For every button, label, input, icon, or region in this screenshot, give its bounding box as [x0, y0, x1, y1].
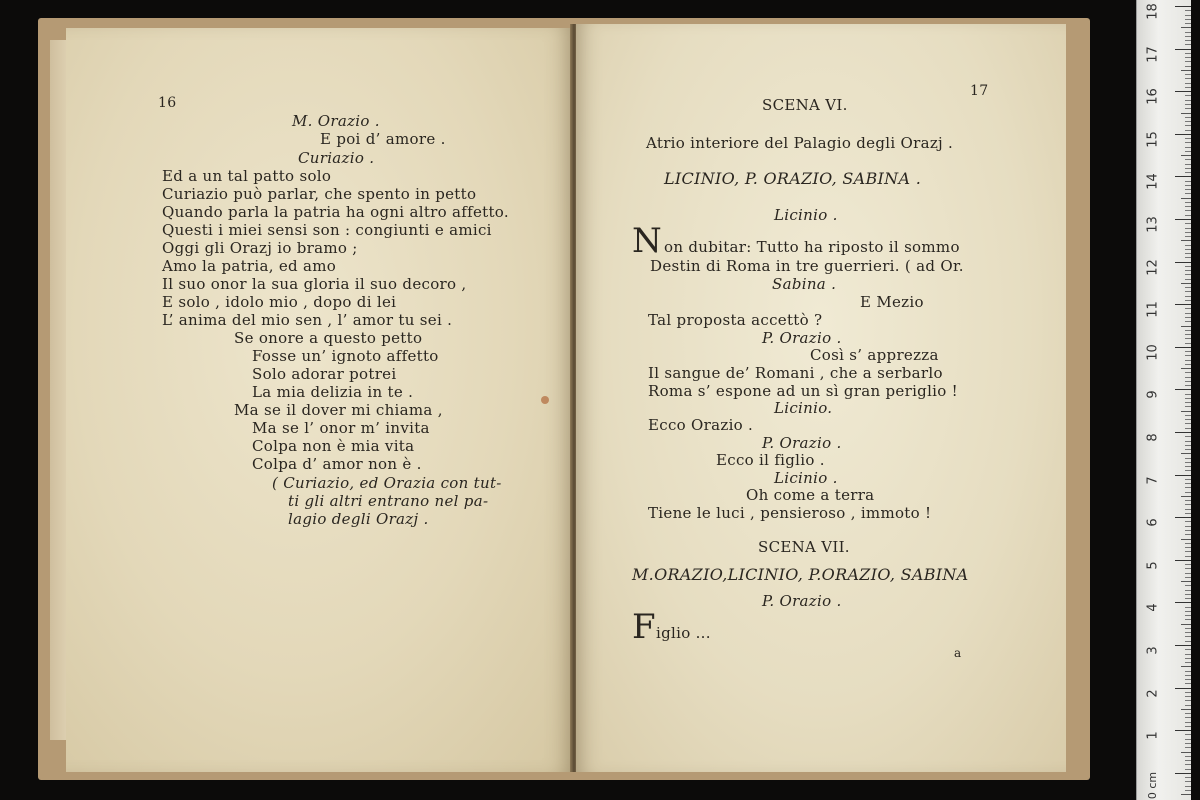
ruler-tick — [1185, 36, 1191, 37]
ruler-tick — [1185, 121, 1191, 122]
ruler-tick — [1185, 619, 1191, 620]
ruler-tick — [1185, 151, 1191, 152]
ruler-tick — [1185, 406, 1191, 407]
ruler-tick — [1185, 279, 1191, 280]
ruler-tick — [1185, 679, 1191, 680]
ruler-number: 12 — [1145, 258, 1161, 276]
verse-line: Questi i miei sensi son : congiunti e amici — [162, 221, 492, 239]
ruler-tick — [1185, 756, 1191, 757]
ruler-tick — [1185, 125, 1191, 126]
ruler-tick — [1185, 189, 1191, 190]
ruler-tick — [1185, 747, 1191, 748]
ruler-tick — [1181, 198, 1191, 199]
signature-mark: a — [954, 646, 962, 660]
ruler-tick — [1185, 654, 1191, 655]
ruler-tick — [1185, 573, 1191, 574]
ruler-tick — [1185, 53, 1191, 54]
ruler-number: 2 — [1145, 688, 1161, 698]
ruler-tick — [1185, 577, 1191, 578]
ruler-tick — [1185, 470, 1191, 471]
ruler-tick — [1175, 560, 1191, 561]
ruler-tick — [1185, 321, 1191, 322]
speaker-label: M. Orazio . — [292, 112, 380, 130]
ruler-tick — [1185, 193, 1191, 194]
ruler-tick — [1185, 790, 1191, 791]
ruler-tick — [1185, 526, 1191, 527]
ruler-tick — [1185, 781, 1191, 782]
ruler-tick — [1185, 266, 1191, 267]
ruler-unit-label: 0 cm — [1146, 771, 1160, 800]
ruler-tick — [1185, 547, 1191, 548]
ruler-tick — [1185, 458, 1191, 459]
ruler-tick — [1185, 713, 1191, 714]
ruler-tick — [1185, 717, 1191, 718]
verse-line: Ma se l’ onor m’ invita — [252, 419, 430, 437]
ruler-tick — [1185, 607, 1191, 608]
ruler-tick — [1185, 164, 1191, 165]
ruler-tick — [1185, 521, 1191, 522]
left-page — [66, 28, 574, 772]
characters-line: M.ORAZIO,LICINIO, P.ORAZIO, SABINA — [632, 565, 969, 584]
ruler-tick — [1185, 590, 1191, 591]
ruler-number: 18 — [1145, 3, 1161, 20]
ruler-tick — [1181, 496, 1191, 497]
ruler-number: 5 — [1145, 561, 1161, 570]
ruler-tick — [1185, 10, 1191, 11]
drop-cap: N — [632, 221, 663, 261]
verse-line: Fosse un’ ignoto affetto — [252, 347, 439, 365]
ruler-tick — [1185, 696, 1191, 697]
foxing-spot — [541, 396, 549, 404]
stage-direction: Sabina . — [772, 275, 837, 293]
ruler-tick — [1185, 159, 1191, 160]
ruler-tick — [1185, 74, 1191, 75]
ruler-tick — [1185, 83, 1191, 84]
verse-line: Tal proposta accettò ? — [648, 311, 823, 329]
ruler-tick — [1185, 372, 1191, 373]
measuring-ruler — [1136, 0, 1191, 800]
ruler-tick — [1185, 585, 1191, 586]
ruler-tick — [1185, 23, 1191, 24]
ruler-tick — [1181, 326, 1191, 327]
verse-line: Colpa non è mia vita — [252, 437, 415, 455]
ruler-tick — [1181, 794, 1191, 795]
ruler-tick — [1185, 364, 1191, 365]
verse-line: E solo , idolo mio , dopo di lei — [162, 293, 397, 311]
ruler-tick — [1175, 389, 1191, 390]
ruler-number: 9 — [1145, 390, 1161, 400]
verse-line: E poi d’ amore . — [320, 130, 446, 148]
ruler-tick — [1185, 317, 1191, 318]
verse-line: Solo adorar potrei — [252, 365, 397, 383]
ruler-tick — [1181, 27, 1191, 28]
ruler-tick — [1175, 304, 1191, 305]
ruler-tick — [1185, 662, 1191, 663]
ruler-tick — [1185, 615, 1191, 616]
ruler-tick — [1185, 683, 1191, 684]
ruler-tick — [1185, 100, 1191, 101]
ruler-tick — [1185, 270, 1191, 271]
verse-line: Quando parla la patria ha ogni altro affetto. — [162, 203, 509, 221]
ruler-tick — [1185, 253, 1191, 254]
speaker-label: Licinio . — [774, 206, 838, 224]
speaker-label: P. Orazio . — [762, 592, 842, 610]
verse-line: Ecco il figlio . — [716, 451, 825, 469]
ruler-tick — [1185, 428, 1191, 429]
ruler-tick — [1185, 692, 1191, 693]
speaker-label: Licinio . — [774, 469, 838, 487]
verse-line: Amo la patria, ed amo — [162, 257, 337, 275]
verse-line: Se onore a questo petto — [234, 329, 423, 347]
ruler-tick — [1185, 636, 1191, 637]
ruler-tick — [1185, 291, 1191, 292]
ruler-tick — [1185, 705, 1191, 706]
ruler-tick — [1175, 91, 1191, 92]
ruler-tick — [1185, 381, 1191, 382]
speaker-label: P. Orazio . — [762, 434, 842, 452]
ruler-tick — [1185, 449, 1191, 450]
ruler-tick — [1185, 308, 1191, 309]
ruler-tick — [1185, 300, 1191, 301]
ruler-tick — [1185, 500, 1191, 501]
ruler-tick — [1185, 206, 1191, 207]
ruler-tick — [1185, 658, 1191, 659]
ruler-tick — [1185, 568, 1191, 569]
ruler-tick — [1181, 666, 1191, 667]
ruler-tick — [1185, 228, 1191, 229]
ruler-tick — [1185, 419, 1191, 420]
ruler-tick — [1185, 649, 1191, 650]
ruler-tick — [1185, 57, 1191, 58]
ruler-tick — [1185, 249, 1191, 250]
ruler-tick — [1185, 394, 1191, 395]
ruler-tick — [1175, 176, 1191, 177]
ruler-tick — [1185, 142, 1191, 143]
ruler-tick — [1175, 219, 1191, 220]
ruler-tick — [1185, 87, 1191, 88]
ruler-tick — [1185, 138, 1191, 139]
ruler-tick — [1185, 313, 1191, 314]
ruler-tick — [1185, 232, 1191, 233]
ruler-tick — [1185, 236, 1191, 237]
verse-line: Il suo onor la sua gloria il suo decoro , — [162, 275, 467, 293]
stage-direction: ( Curiazio, ed Orazia con tut- — [272, 474, 502, 492]
ruler-tick — [1181, 155, 1191, 156]
stage-direction: ti gli altri entrano nel pa- — [288, 492, 489, 510]
ruler-number: 1 — [1145, 731, 1161, 740]
ruler-tick — [1185, 32, 1191, 33]
ruler-tick — [1185, 202, 1191, 203]
ruler-tick — [1185, 743, 1191, 744]
speaker-label: Curiazio . — [298, 149, 375, 167]
ruler-tick — [1185, 769, 1191, 770]
ruler-tick — [1185, 509, 1191, 510]
verse-line: Il sangue de’ Romani , che a serbarlo — [648, 364, 943, 382]
ruler-tick — [1185, 334, 1191, 335]
ruler-tick — [1185, 338, 1191, 339]
ruler-tick — [1185, 722, 1191, 723]
ruler-tick — [1185, 734, 1191, 735]
ruler-tick — [1185, 487, 1191, 488]
ruler-tick — [1185, 355, 1191, 356]
verse-line: Ma se il dover mi chiama , — [234, 401, 443, 419]
verse-line: Oggi gli Orazj io bramo ; — [162, 239, 358, 257]
ruler-tick — [1181, 113, 1191, 114]
ruler-number: 4 — [1145, 603, 1161, 613]
ruler-tick — [1185, 556, 1191, 557]
ruler-tick — [1175, 432, 1191, 433]
ruler-tick — [1185, 441, 1191, 442]
setting-line: Atrio interiore del Palagio degli Orazj . — [646, 134, 954, 152]
verse-line: E Mezio — [860, 293, 924, 311]
ruler-tick — [1185, 504, 1191, 505]
ruler-tick — [1185, 274, 1191, 275]
ruler-number: 16 — [1145, 88, 1161, 105]
scene-heading: SCENA VII. — [758, 538, 850, 556]
ruler-tick — [1185, 296, 1191, 297]
ruler-tick — [1175, 475, 1191, 476]
ruler-tick — [1185, 415, 1191, 416]
ruler-tick — [1185, 760, 1191, 761]
ruler-tick — [1185, 786, 1191, 787]
verse-line: L’ anima del mio sen , l’ amor tu sei . — [162, 311, 453, 329]
ruler-tick — [1175, 645, 1191, 646]
right-page — [576, 24, 1066, 772]
ruler-tick — [1181, 624, 1191, 625]
ruler-tick — [1185, 147, 1191, 148]
ruler-tick — [1185, 181, 1191, 182]
ruler-tick — [1175, 773, 1191, 774]
ruler-tick — [1185, 223, 1191, 224]
verse-line: Ecco Orazio . — [648, 416, 754, 434]
ruler-tick — [1185, 351, 1191, 352]
ruler-tick — [1175, 262, 1191, 263]
ruler-tick — [1185, 462, 1191, 463]
ruler-tick — [1175, 134, 1191, 135]
ruler-tick — [1185, 777, 1191, 778]
ruler-tick — [1175, 347, 1191, 348]
ruler-tick — [1185, 44, 1191, 45]
ruler-tick — [1181, 283, 1191, 284]
ruler-tick — [1175, 730, 1191, 731]
ruler-tick — [1185, 257, 1191, 258]
ruler-number: 15 — [1145, 131, 1161, 148]
ruler-tick — [1185, 66, 1191, 67]
ruler-tick — [1181, 368, 1191, 369]
ruler-tick — [1175, 6, 1191, 7]
ruler-tick — [1185, 632, 1191, 633]
ruler-tick — [1181, 581, 1191, 582]
verse-line: La mia delizia in te . — [252, 383, 414, 401]
verse-line: on dubitar: Tutto ha riposto il sommo — [664, 238, 960, 256]
ruler-tick — [1181, 453, 1191, 454]
ruler-tick — [1181, 752, 1191, 753]
ruler-tick — [1185, 117, 1191, 118]
verse-line: Destin di Roma in tre guerrieri. ( ad Or. — [650, 257, 964, 275]
ruler-tick — [1185, 19, 1191, 20]
ruler-tick — [1185, 483, 1191, 484]
ruler-tick — [1185, 628, 1191, 629]
ruler-tick — [1185, 436, 1191, 437]
ruler-number: 10 — [1145, 344, 1161, 361]
ruler-tick — [1185, 61, 1191, 62]
ruler-tick — [1175, 517, 1191, 518]
ruler-tick — [1185, 611, 1191, 612]
ruler-tick — [1181, 411, 1191, 412]
verse-line: iglio ... — [656, 624, 711, 642]
ruler-number: 6 — [1145, 518, 1161, 527]
scene-heading: SCENA VI. — [762, 96, 848, 114]
verse-line: Colpa d’ amor non è . — [252, 455, 422, 473]
ruler-tick — [1185, 641, 1191, 642]
ruler-tick — [1185, 564, 1191, 565]
ruler-tick — [1185, 95, 1191, 96]
page-number: 17 — [970, 83, 989, 99]
ruler-tick — [1185, 594, 1191, 595]
ruler-tick — [1185, 534, 1191, 535]
verse-line: Tiene le luci , pensieroso , immoto ! — [648, 504, 932, 522]
ruler-tick — [1185, 104, 1191, 105]
ruler-tick — [1175, 688, 1191, 689]
drop-cap: F — [632, 607, 656, 647]
verse-line: Così s’ apprezza — [810, 346, 939, 364]
ruler-tick — [1185, 543, 1191, 544]
ruler-number: 3 — [1145, 646, 1161, 655]
ruler-tick — [1181, 709, 1191, 710]
verse-line: Ed a un tal patto solo — [162, 167, 332, 185]
ruler-tick — [1185, 210, 1191, 211]
ruler-tick — [1185, 78, 1191, 79]
ruler-tick — [1185, 466, 1191, 467]
ruler-tick — [1181, 240, 1191, 241]
ruler-tick — [1185, 479, 1191, 480]
verse-line: Oh come a terra — [746, 486, 875, 504]
ruler-tick — [1185, 40, 1191, 41]
ruler-tick — [1185, 423, 1191, 424]
ruler-tick — [1185, 245, 1191, 246]
ruler-number: 7 — [1145, 475, 1161, 485]
ruler-tick — [1185, 385, 1191, 386]
ruler-tick — [1185, 130, 1191, 131]
ruler-tick — [1175, 49, 1191, 50]
ruler-tick — [1185, 377, 1191, 378]
ruler-tick — [1185, 764, 1191, 765]
ruler-tick — [1185, 343, 1191, 344]
ruler-tick — [1185, 168, 1191, 169]
speaker-label: P. Orazio . — [762, 329, 842, 347]
ruler-tick — [1185, 726, 1191, 727]
ruler-tick — [1185, 402, 1191, 403]
ruler-number: 13 — [1145, 216, 1161, 233]
ruler-tick — [1175, 602, 1191, 603]
page-number: 16 — [158, 95, 177, 111]
ruler-tick — [1185, 492, 1191, 493]
ruler-tick — [1185, 330, 1191, 331]
ruler-tick — [1185, 445, 1191, 446]
ruler-number: 8 — [1145, 433, 1161, 442]
ruler-tick — [1185, 287, 1191, 288]
ruler-tick — [1185, 675, 1191, 676]
ruler-tick — [1185, 530, 1191, 531]
ruler-tick — [1181, 70, 1191, 71]
ruler-tick — [1185, 671, 1191, 672]
ruler-tick — [1185, 700, 1191, 701]
verse-line: Roma s’ espone ad un sì gran periglio ! — [648, 382, 958, 400]
ruler-number: 11 — [1145, 301, 1161, 318]
ruler-tick — [1185, 360, 1191, 361]
ruler-number: 17 — [1145, 45, 1161, 63]
speaker-label: Licinio. — [774, 399, 833, 417]
ruler-tick — [1185, 215, 1191, 216]
ruler-tick — [1185, 551, 1191, 552]
characters-line: LICINIO, P. ORAZIO, SABINA . — [664, 169, 922, 188]
ruler-number: 14 — [1145, 173, 1161, 191]
ruler-tick — [1185, 108, 1191, 109]
verse-line: Curiazio può parlar, che spento in petto — [162, 185, 477, 203]
ruler-tick — [1185, 598, 1191, 599]
ruler-tick — [1181, 539, 1191, 540]
ruler-tick — [1185, 185, 1191, 186]
ruler-tick — [1185, 398, 1191, 399]
stage-direction: lagio degli Orazj . — [288, 510, 429, 528]
ruler-tick — [1185, 15, 1191, 16]
ruler-tick — [1185, 513, 1191, 514]
ruler-tick — [1185, 739, 1191, 740]
ruler-tick — [1185, 172, 1191, 173]
